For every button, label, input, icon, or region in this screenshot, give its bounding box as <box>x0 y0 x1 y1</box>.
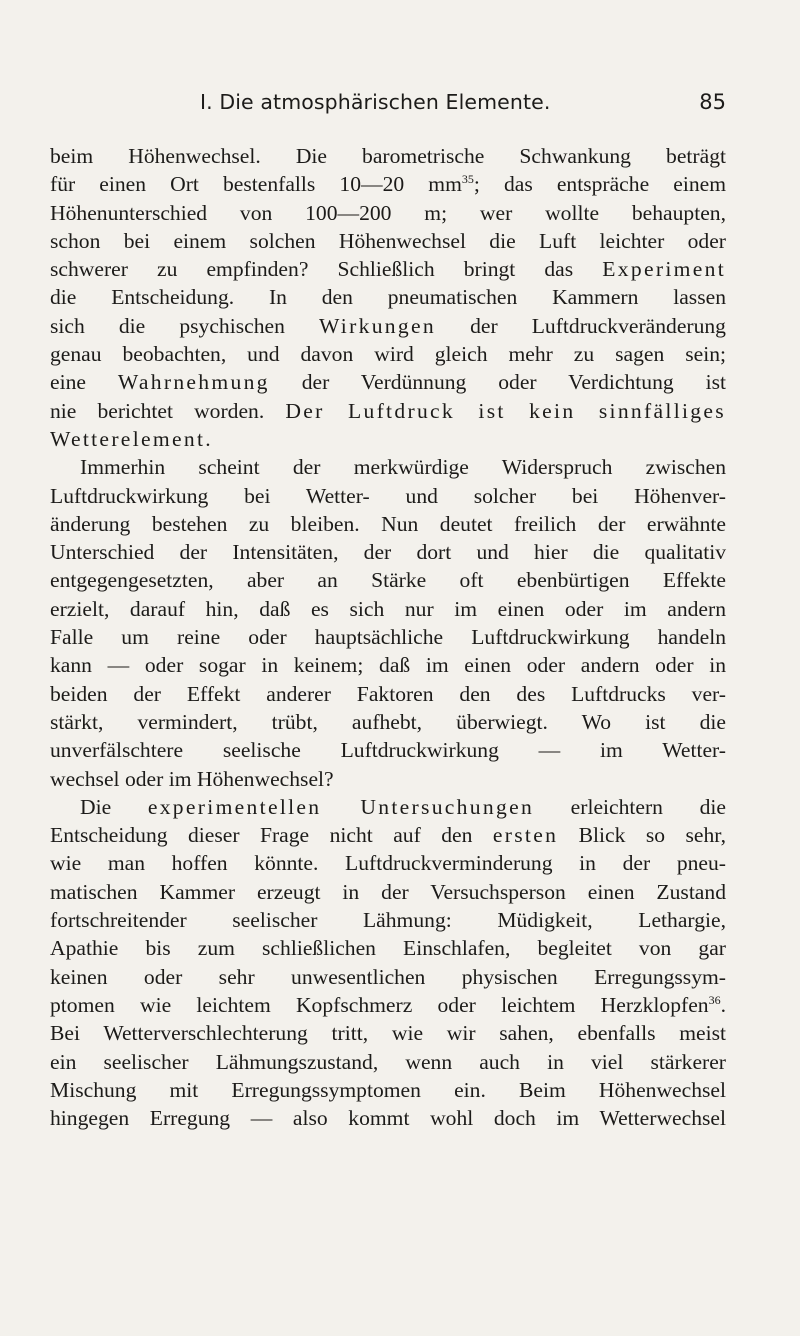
text-line: wie man hoffen könnte. Luftdruckverminderung in der pneu- <box>50 851 726 876</box>
spaced-emphasis: ersten <box>492 823 559 848</box>
text-line: Falle um reine oder hauptsächliche Luftdruckwirkung handeln <box>50 625 726 650</box>
text-line: keinen oder sehr unwesentlichen physischen Erregungssym- <box>50 964 726 989</box>
text-line: unverfälschtere seelische Luftdruckwirkung — im Wetter- <box>50 738 726 763</box>
text-line: kann — oder sogar in keinem; daß im einen oder andern oder in <box>50 653 726 678</box>
text-line: Bei Wetterverschlechterung tritt, wie wir sahen, ebenfalls meist <box>50 1021 726 1046</box>
text-line: Höhenunterschied von 100—200 m; wer wollte behaupten, <box>50 200 726 225</box>
text-line: Entscheidung dieser Frage nicht auf den ersten Blick so sehr, <box>50 823 726 848</box>
text-line: fortschreitender seelischer Lähmung: Müdigkeit, Lethargie, <box>50 908 726 933</box>
text-line: ein seelischer Lähmungszustand, wenn auch in viel stärkerer <box>50 1049 726 1074</box>
text-line: eine Wahrnehmung der Verdünnung oder Verdichtung ist <box>50 370 726 395</box>
text-line: beim Höhenwechsel. Die barometrische Schwankung beträgt <box>50 144 726 168</box>
text-line: schwerer zu empfinden? Schließlich bringt das Experiment <box>50 257 727 282</box>
text-line: erzielt, darauf hin, daß es sich nur im einen oder im andern <box>50 596 726 621</box>
text-line: matischen Kammer erzeugt in der Versuchsperson einen Zustand <box>50 879 726 904</box>
text-line: beiden der Effekt anderer Faktoren den des Luftdrucks ver- <box>50 681 726 706</box>
text-line: Mischung mit Erregungssymptomen ein. Beim Höhenwechsel <box>50 1077 726 1102</box>
text-line: hingegen Erregung — also kommt wohl doch im Wetterwechsel <box>50 1106 726 1131</box>
text-line: änderung bestehen zu bleiben. Nun deutet freilich der erwähnte <box>50 511 726 536</box>
spaced-emphasis: Wetterelement. <box>50 426 213 451</box>
footnote-ref: 36 <box>708 992 721 1007</box>
text-line: ptomen wie leichtem Kopfschmerz oder leichtem Herzklopfen$^{36}$. <box>50 992 726 1017</box>
text-line: schon bei einem solchen Höhenwechsel die Luft leichter oder <box>50 228 726 253</box>
spaced-emphasis: Der Luftdruck ist kein sinnfälliges <box>285 398 726 423</box>
paragraph-start: Die experimentellen Untersuchungen erleichtern die <box>80 794 726 819</box>
text-line: nie berichtet worden. Der Luftdruck ist kein sinnfälliges <box>50 398 726 423</box>
text-line: entgegengesetzten, aber an Stärke oft ebenbürtigen Effekte <box>50 568 726 593</box>
text-line: Apathie bis zum schließlichen Einschlafen, begleitet von gar <box>50 936 726 961</box>
spaced-emphasis: Wirkungen <box>318 313 436 338</box>
text-line: die Entscheidung. In den pneumatischen Kammern lassen <box>50 285 726 310</box>
spaced-emphasis: Wahrnehmung <box>117 370 270 395</box>
text-line: für einen Ort bestenfalls 10—20 $mm^{35}$; das entspräche einem <box>50 172 726 197</box>
spaced-emphasis: Experiment <box>602 257 727 282</box>
paragraph-start: Immerhin scheint der merkwürdige Widerspruch zwischen <box>80 455 726 480</box>
text-line: Luftdruckwirkung bei Wetter- und solcher bei Höhenver- <box>50 483 726 508</box>
running-title: I. Die atmosphärischen Elemente. <box>200 90 551 114</box>
text-line: Unterschied der Intensitäten, der dort und hier die qualitativ <box>50 540 726 565</box>
page-number: 85 <box>699 90 726 114</box>
body-text <box>50 142 726 1132</box>
spaced-emphasis: experimentellen Untersuchungen <box>147 794 535 819</box>
text-line: genau beobachten, und davon wird gleich mehr zu sagen sein; <box>50 342 726 367</box>
text-line: wechsel oder im Höhenwechsel? <box>50 766 334 791</box>
text-line: stärkt, vermindert, trübt, aufhebt, überwiegt. Wo ist die <box>50 709 726 734</box>
running-head <box>50 90 726 122</box>
text-line: sich die psychischen Wirkungen der Luftdruckveränderung <box>50 313 726 338</box>
footnote-ref: 35 <box>461 172 474 187</box>
text-line <box>50 425 726 453</box>
